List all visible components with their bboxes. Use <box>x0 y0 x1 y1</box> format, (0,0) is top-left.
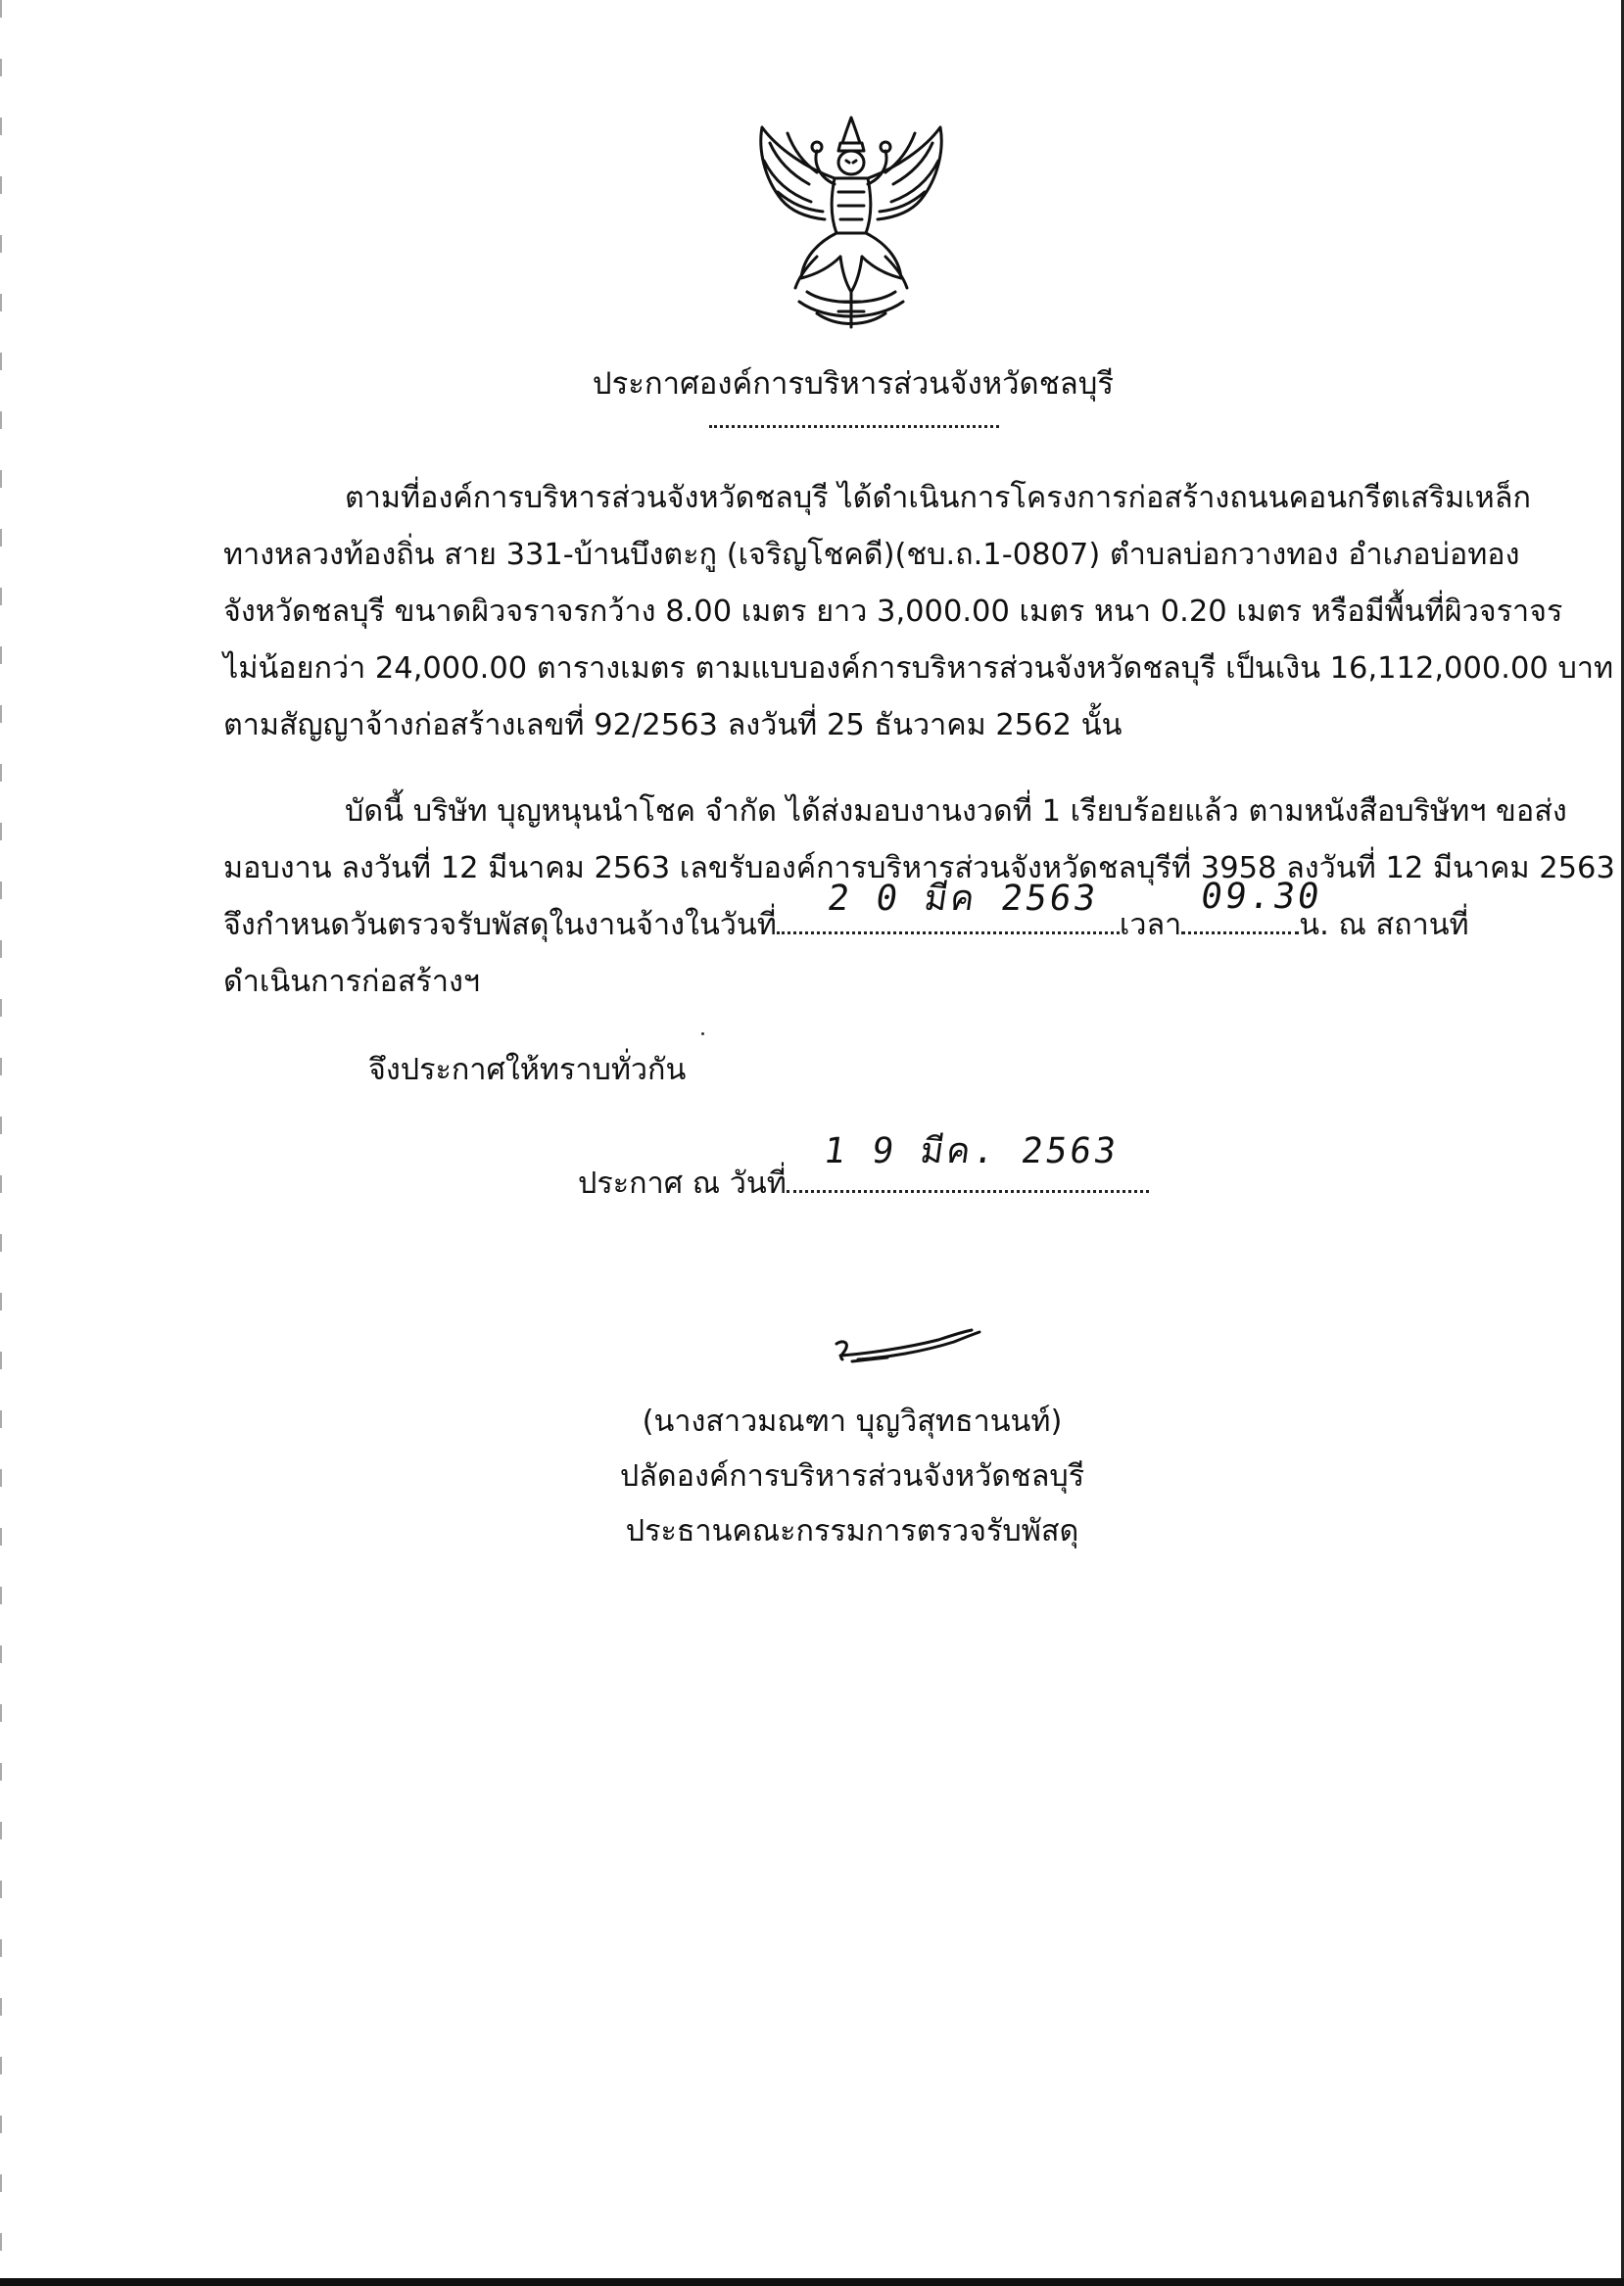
paragraph2-end: ดำเนินการก่อสร้างฯ <box>223 965 480 999</box>
scan-edge-bottom <box>0 2278 1624 2286</box>
time-label: เวลา <box>1119 908 1182 942</box>
title-separator-dots <box>709 415 999 428</box>
inspection-time-field <box>1181 877 1325 934</box>
paragraph2-line: มอบงาน ลงวันที่ 12 มีนาคม 2563 เลขรับองค์การบริหารส่วนจังหวัดชลบุรีที่ 3958 ลงวันที่ 12 มีนาคม 2563 <box>223 851 1615 885</box>
dated-field <box>787 1131 1149 1193</box>
signatory-role: ประธานคณะกรรมการตรวจรับพัสดุ <box>625 1514 1079 1548</box>
signatory-position: ปลัดองค์การบริหารส่วนจังหวัดชลบุรี <box>619 1459 1085 1494</box>
signature-block <box>549 1395 1156 1559</box>
dated-line <box>578 1131 1149 1209</box>
inspection-date-line <box>223 877 1477 954</box>
document-title: ประกาศองค์การบริหารส่วนจังหวัดชลบุรี <box>592 366 1115 402</box>
dated-label: ประกาศ ณ วันที่ <box>578 1167 787 1201</box>
garuda-emblem-icon <box>748 110 954 335</box>
paragraph-delivery-inspection <box>223 784 1615 1011</box>
paragraph1-line: ไม่น้อยกว่า 24,000.00 ตารางเมตร ตามแบบองค์การบริหารส่วนจังหวัดชลบุรี เป็นเงิน 16,112,000.00 บาท <box>223 651 1614 686</box>
scan-speck <box>701 1032 704 1035</box>
paragraph1-line: ทางหลวงท้องถิ่น สาย 331-บ้านบึงตะกู (เจริญโชคดี)(ชบ.ถ.1-0807) ตำบลบ่อกวางทอง อำเภอบ่อทอง <box>223 538 1520 572</box>
paragraph-project-details <box>223 470 1614 754</box>
paragraph2-line: บัดนี้ บริษัท บุญหนุนนำโชค จำกัด ได้ส่งมอบงานงวดที่ 1 เรียบร้อยแล้ว ตามหนังสือบริษัทฯ ขอส่ง <box>345 794 1567 829</box>
scan-edge-left <box>0 0 2 2286</box>
inspection-time-handwritten: 09.30 <box>1198 877 1325 917</box>
announcement-line: จึงประกาศให้ทราบทั่วกัน <box>368 1053 687 1087</box>
inspection-date-handwritten: 2 0 มีค 2563 <box>825 879 1101 919</box>
dated-handwritten: 1 9 มีค. 2563 <box>821 1131 1122 1171</box>
signature-mark-icon <box>829 1326 985 1375</box>
inspection-date-field <box>777 879 1120 934</box>
paragraph1-line: ตามสัญญาจ้างก่อสร้างเลขที่ 92/2563 ลงวันที่ 25 ธันวาคม 2562 นั้น <box>223 708 1122 742</box>
paragraph1-line: ตามที่องค์การบริหารส่วนจังหวัดชลบุรี ได้ดำเนินการโครงการก่อสร้างถนนคอนกรีตเสริมเหล็ก <box>345 481 1531 515</box>
paragraph1-line: จังหวัดชลบุรี ขนาดผิวจราจรกว้าง 8.00 เมตร ยาว 3,000.00 เมตร หนา 0.20 เมตร หรือมีพื้นที่ผิวจราจร <box>223 595 1563 629</box>
inspection-suffix: น. ณ สถานที่ <box>1299 908 1469 942</box>
signatory-name: (นางสาวมณฑา บุญวิสุทธานนท์) <box>642 1405 1063 1439</box>
inspection-prefix: จึงกำหนดวันตรวจรับพัสดุในงานจ้างในวันที่ <box>223 908 777 942</box>
